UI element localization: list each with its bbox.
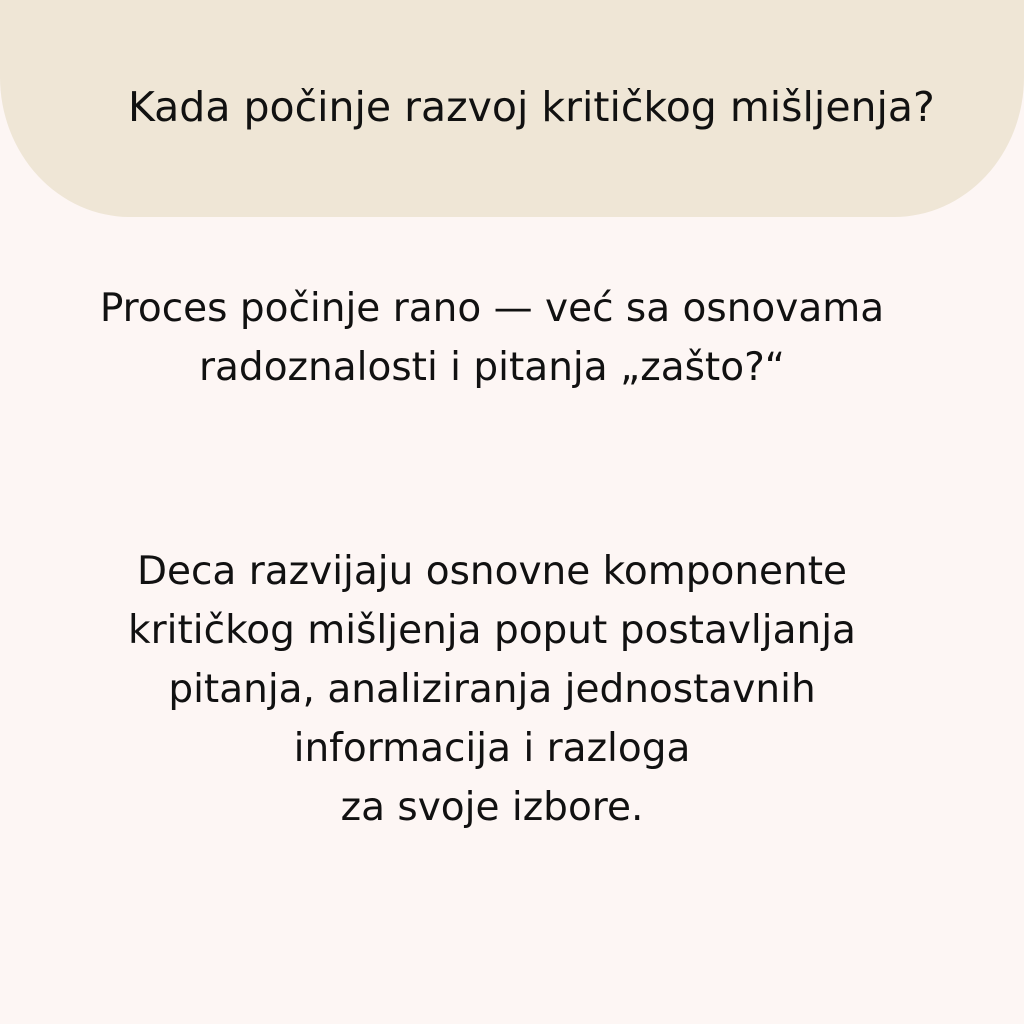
detail-line: pitanja, analiziranja jednostavnih xyxy=(168,667,816,712)
page-title: Kada počinje razvoj kritičkog mišljenja? xyxy=(128,83,935,131)
detail-line: kritičkog mišljenja poput postavljanja xyxy=(128,608,856,653)
detail-line: informacija i razloga xyxy=(293,726,691,771)
detail-paragraph xyxy=(40,542,944,837)
detail-line: za svoje izbore. xyxy=(340,785,644,830)
intro-line: radoznalosti i pitanja „zašto?“ xyxy=(199,345,785,390)
intro-line: Proces počinje rano — već sa osnovama xyxy=(99,286,885,331)
detail-line: Deca razvijaju osnovne komponente xyxy=(136,549,848,594)
intro-paragraph xyxy=(40,279,944,397)
